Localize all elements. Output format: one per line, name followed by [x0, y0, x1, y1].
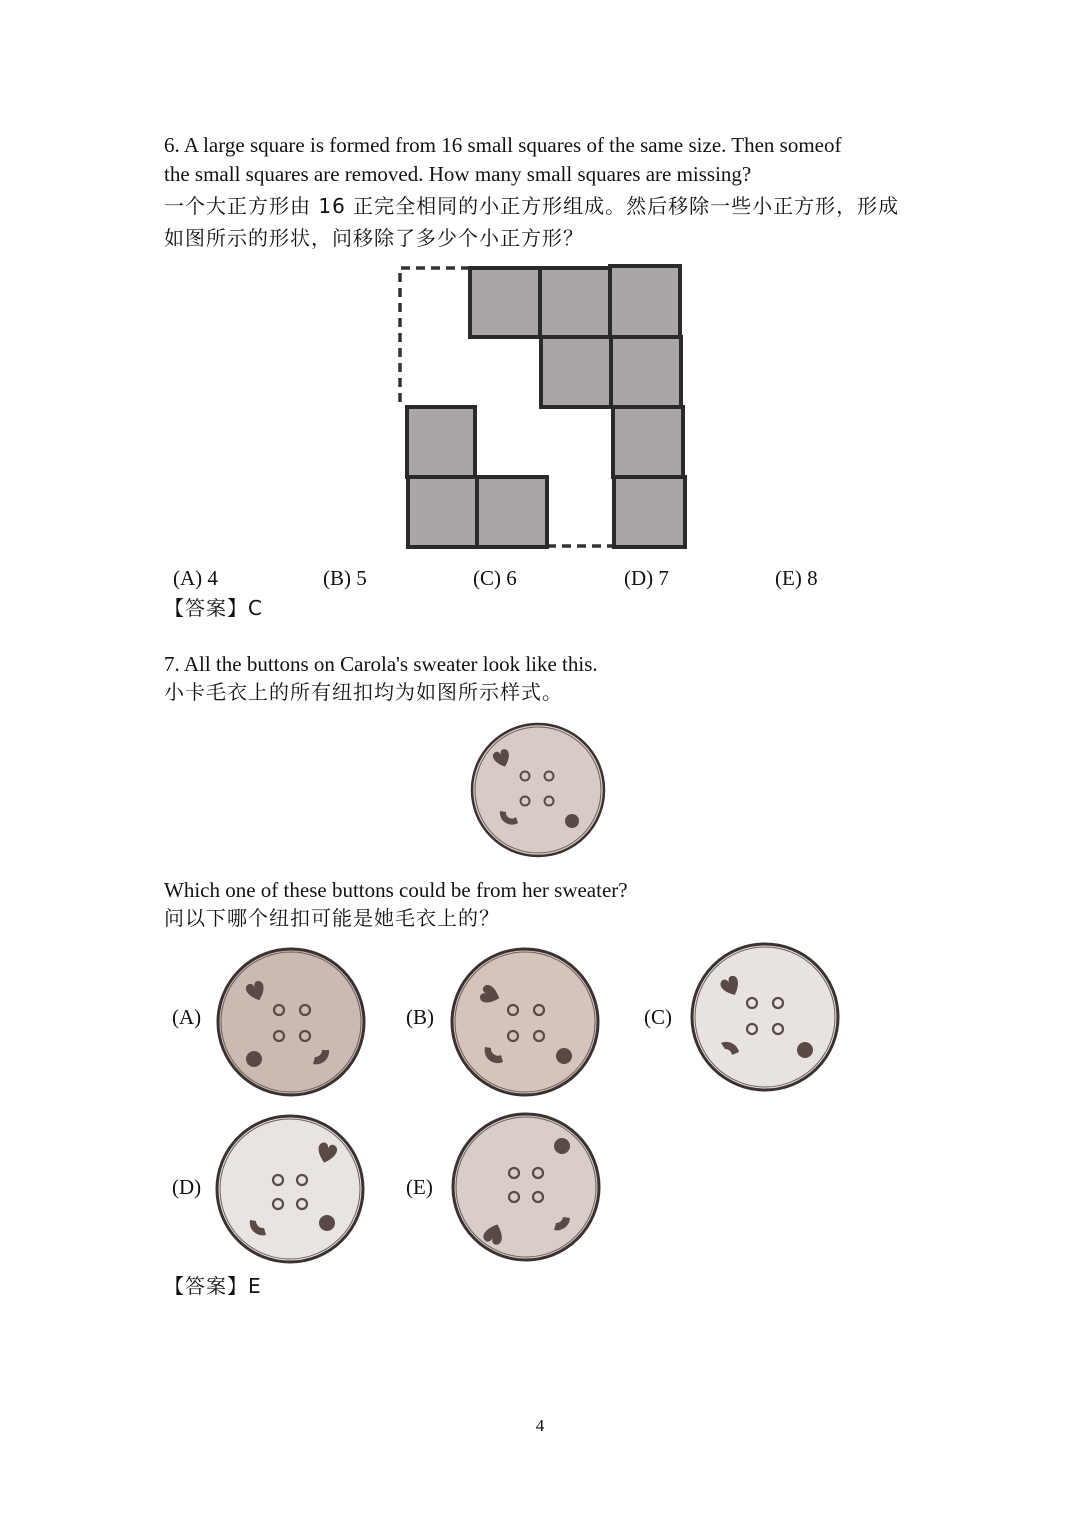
page-number: 4: [535, 1416, 545, 1435]
dot-icon: [246, 1051, 262, 1067]
q6-option-e[interactable]: (E) 8: [775, 566, 818, 590]
q7-label-d[interactable]: (D): [172, 1175, 202, 1199]
button-option-d[interactable]: [213, 1112, 367, 1266]
q7-label-a[interactable]: (A): [172, 1005, 202, 1029]
small-square: [614, 477, 685, 547]
small-square: [407, 407, 475, 477]
q7-label-e[interactable]: (E): [406, 1175, 433, 1199]
small-square: [540, 268, 610, 337]
dot-icon: [797, 1042, 813, 1058]
button-option-c[interactable]: [688, 940, 842, 1094]
q6-option-b[interactable]: (B) 5: [323, 566, 367, 590]
q6-square-figure: [395, 262, 695, 562]
q6-option-d[interactable]: (D) 7: [624, 566, 669, 590]
q6-option-a[interactable]: (A) 4: [173, 566, 218, 590]
dot-icon: [565, 814, 579, 828]
q7-label-b[interactable]: (B): [406, 1005, 434, 1029]
button-option-e[interactable]: [449, 1110, 603, 1264]
q6-option-c[interactable]: (C) 6: [473, 566, 517, 590]
q6-text-cn-1: 一个大正方形由 16 正完全相同的小正方形组成。然后移除一些小正方形，形成: [164, 194, 900, 218]
q6-text-en-2: the small squares are removed. How many small squares are missing?: [164, 162, 752, 186]
small-square: [477, 477, 547, 547]
small-square: [470, 268, 540, 337]
q6-text-cn-2: 如图所示的形状，问移除了多少个小正方形？: [164, 226, 584, 250]
reference-button: [468, 720, 608, 860]
button-option-b[interactable]: [448, 945, 602, 1099]
small-square: [541, 337, 611, 407]
q7-question-en: Which one of these buttons could be from her sweater?: [164, 878, 628, 902]
q6-text-en-1: 6. A large square is formed from 16 small squares of the same size. Then someof: [164, 133, 842, 157]
q7-text-en-1: 7. All the buttons on Carola's sweater look like this.: [164, 652, 598, 676]
small-square: [408, 477, 477, 547]
q7-question-cn: 问以下哪个纽扣可能是她毛衣上的？: [164, 906, 500, 930]
small-square: [610, 266, 680, 337]
q7-label-c[interactable]: (C): [644, 1005, 672, 1029]
q7-answer: 【答案】E: [164, 1274, 262, 1298]
dot-icon: [554, 1138, 570, 1154]
q6-answer: 【答案】C: [164, 596, 263, 620]
dot-icon: [556, 1048, 572, 1064]
q7-text-cn-1: 小卡毛衣上的所有纽扣均为如图所示样式。: [164, 680, 563, 704]
button-option-a[interactable]: [214, 945, 368, 1099]
small-square: [611, 337, 681, 407]
dot-icon: [319, 1215, 335, 1231]
small-square: [613, 407, 683, 477]
